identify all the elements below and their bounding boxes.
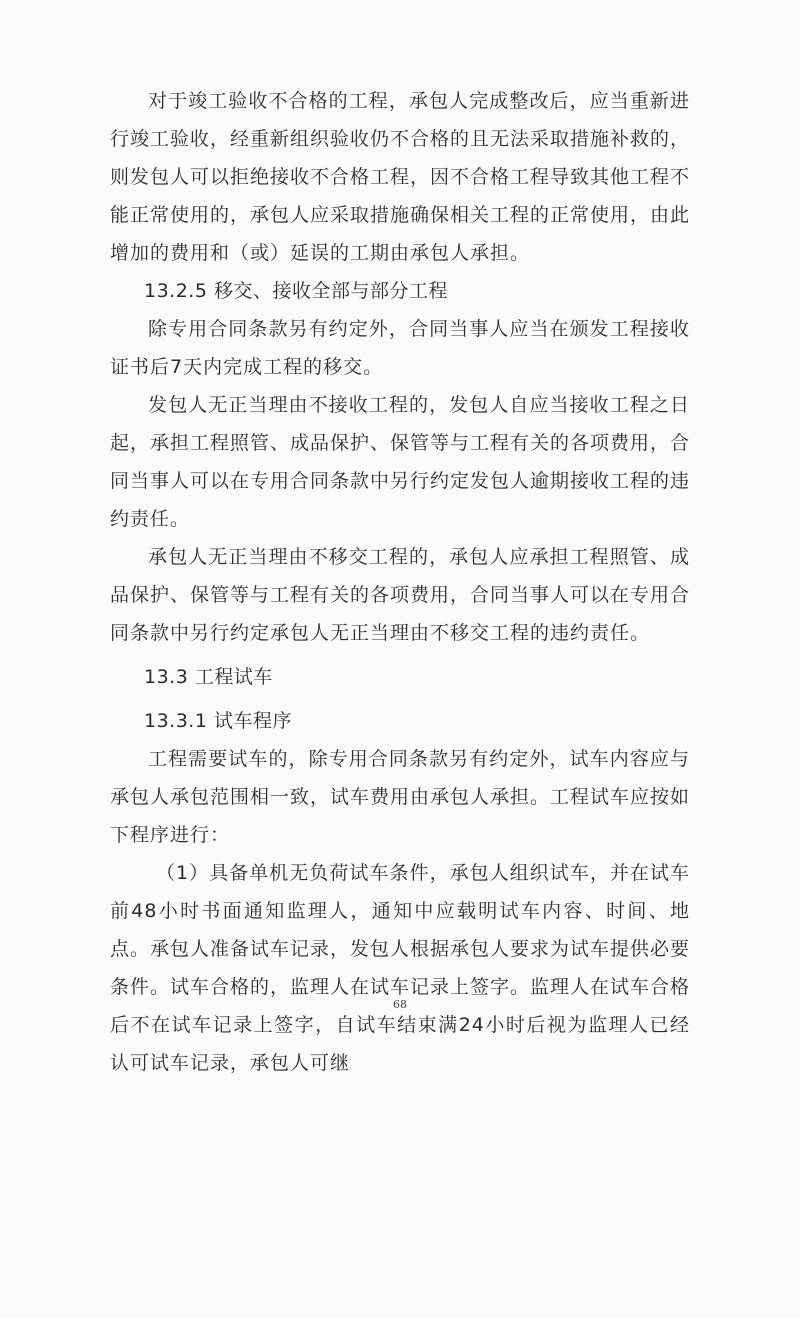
- section-heading-13-3: 13.3 工程试车: [144, 666, 273, 688]
- body-text: [110, 82, 690, 1082]
- paragraph-handover-deadline: 除专用合同条款另有约定外，合同当事人应当在颁发工程接收证书后7天内完成工程的移交。: [110, 318, 690, 378]
- section-heading-13-3-1: 13.3.1 试车程序: [144, 710, 292, 732]
- page-number: 68: [393, 998, 407, 1011]
- paragraph-employer-refusal: 发包人无正当理由不接收工程的，发包人自应当接收工程之日起，承担工程照管、成品保护、保管等与工程有关的各项费用，合同当事人可以在专用合同条款中另行约定发包人逾期接收工程的违约责任。: [110, 394, 691, 530]
- section-heading-13-2-5: 13.2.5 移交、接收全部与部分工程: [144, 280, 448, 302]
- paragraph-test-run-scope: 工程需要试车的，除专用合同条款另有约定外，试车内容应与承包人承包范围相一致，试车费用由承包人承担。工程试车应按如下程序进行：: [110, 748, 691, 846]
- paragraph-test-item-1: （1）具备单机无负荷试车条件，承包人组织试车，并在试车前48小时书面通知监理人，通知中应载明试车内容、时间、地点。承包人准备试车记录，发包人根据承包人要求为试车提供必要条件。试车合格的，监理人在试车记录上签字。监理人在试车合格后不在试车记录上签字，自试车结束满24小时后视为监理人已经认可试车记录，承包人可继: [110, 862, 691, 1074]
- paragraph-acceptance-failure: 对于竣工验收不合格的工程，承包人完成整改后，应当重新进行竣工验收，经重新组织验收仍不合格的且无法采取措施补救的，则发包人可以拒绝接收不合格工程，因不合格工程导致其他工程不能正常使用的，承包人应采取措施确保相关工程的正常使用，由此增加的费用和（或）延误的工期由承包人承担。: [110, 90, 691, 264]
- paragraph-contractor-refusal: 承包人无正当理由不移交工程的，承包人应承担工程照管、成品保护、保管等与工程有关的各项费用，合同当事人可以在专用合同条款中另行约定承包人无正当理由不移交工程的违约责任。: [110, 546, 691, 644]
